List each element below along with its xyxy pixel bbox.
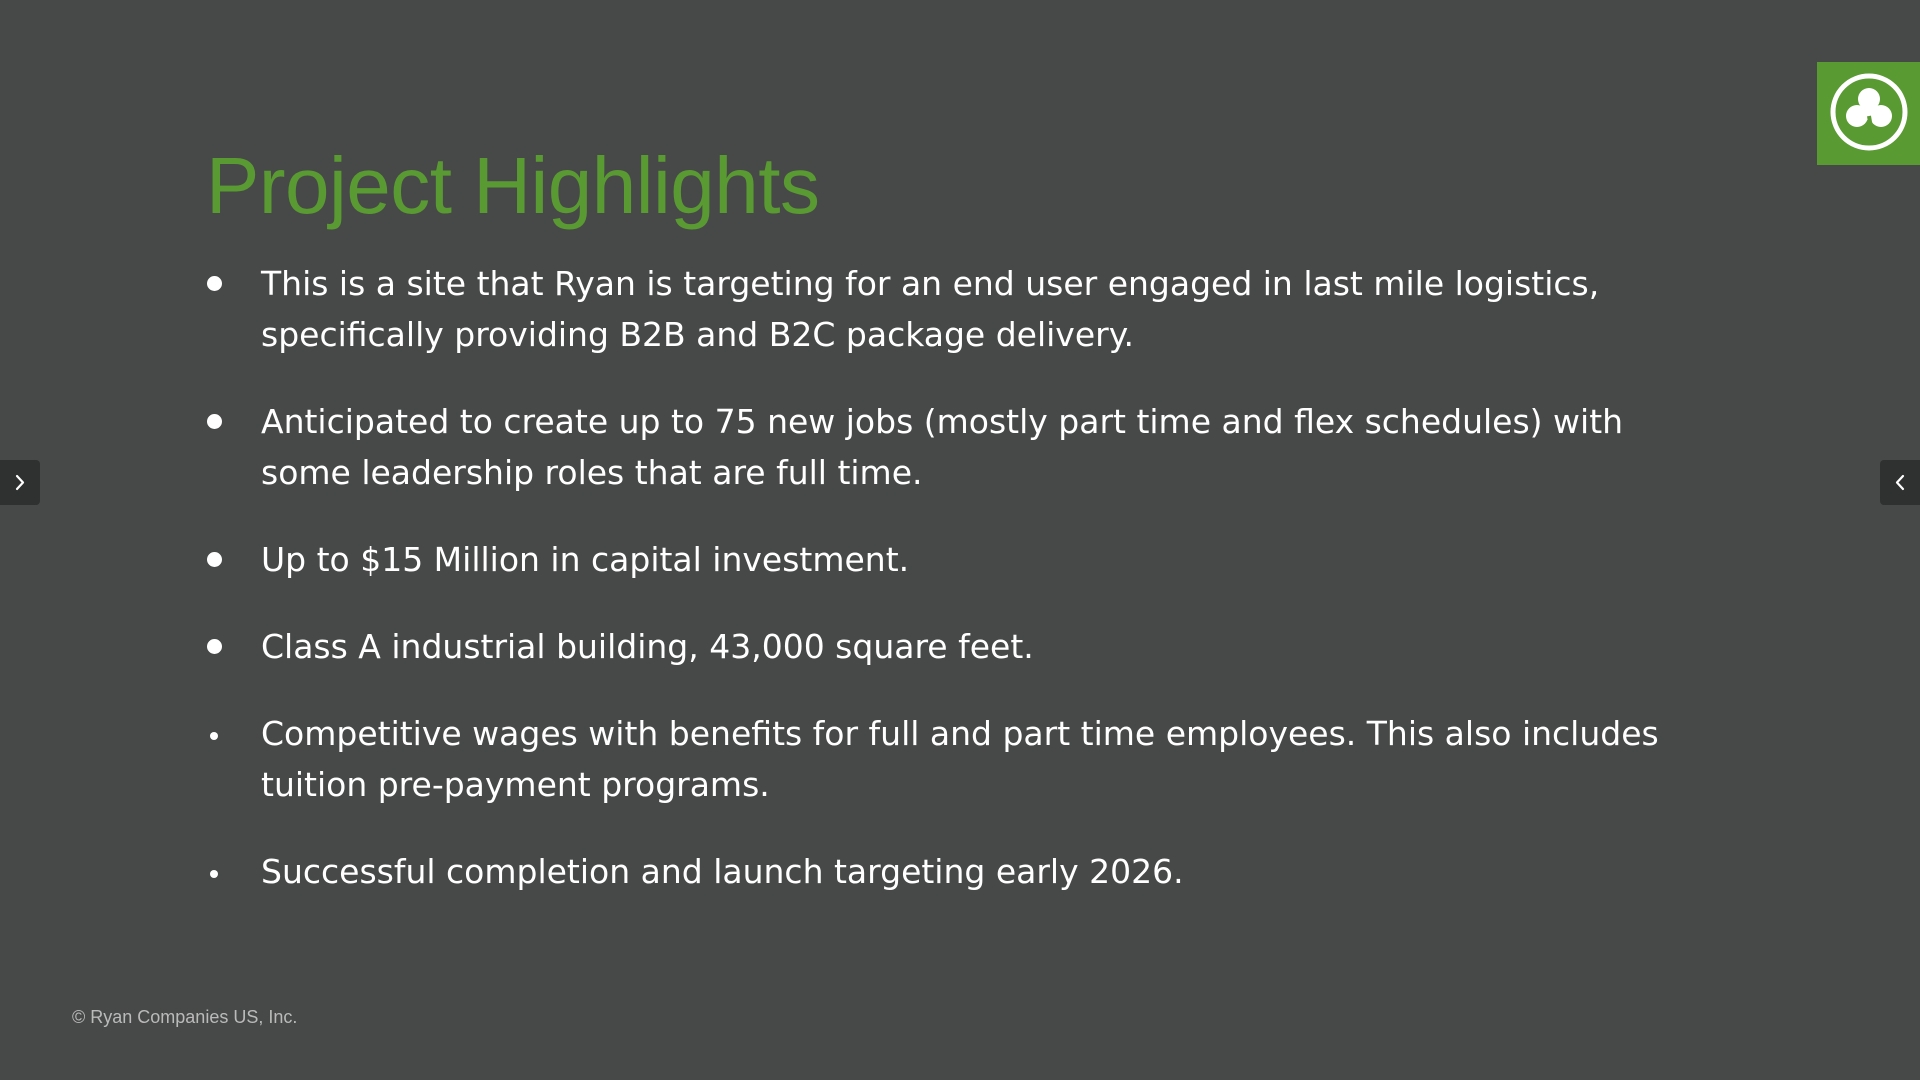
- company-logo: [1817, 62, 1920, 165]
- bullet-icon: [207, 552, 222, 567]
- bullet-item: [206, 846, 1666, 897]
- bullet-item: [206, 534, 1666, 585]
- bullet-text: Up to $15 Million in capital investment.: [261, 540, 910, 579]
- copyright-footer: © Ryan Companies US, Inc.: [72, 1007, 298, 1027]
- previous-slide-button[interactable]: [1880, 460, 1920, 505]
- bullet-icon: [210, 732, 218, 740]
- bullet-item: [206, 258, 1666, 360]
- bullet-text: This is a site that Ryan is targeting for an end user engaged in last mile logistics, specifically providing B2B and B2C package delivery.: [261, 264, 1600, 354]
- bullet-item: [206, 396, 1666, 498]
- bullet-icon: [207, 276, 222, 291]
- bullet-icon: [207, 414, 222, 429]
- bullet-item: [206, 621, 1666, 672]
- chevron-left-icon: [1892, 474, 1908, 491]
- bullet-text: Competitive wages with benefits for full and part time employees. This also includes tuition pre-payment programs.: [261, 714, 1659, 804]
- bullet-text: Anticipated to create up to 75 new jobs (mostly part time and flex schedules) with some leadership roles that are full time.: [261, 402, 1624, 492]
- next-slide-button[interactable]: [0, 460, 40, 505]
- bullet-icon: [210, 870, 218, 878]
- bullet-text: Class A industrial building, 43,000 square feet.: [261, 627, 1034, 666]
- bullet-text: Successful completion and launch targeting early 2026.: [261, 852, 1184, 891]
- bullet-item: [206, 708, 1666, 810]
- bullet-icon: [207, 639, 222, 654]
- chevron-right-icon: [12, 474, 28, 491]
- shamrock-icon: [1829, 72, 1909, 152]
- bullet-list: [206, 258, 1666, 933]
- slide-title: Project Highlights: [206, 141, 820, 230]
